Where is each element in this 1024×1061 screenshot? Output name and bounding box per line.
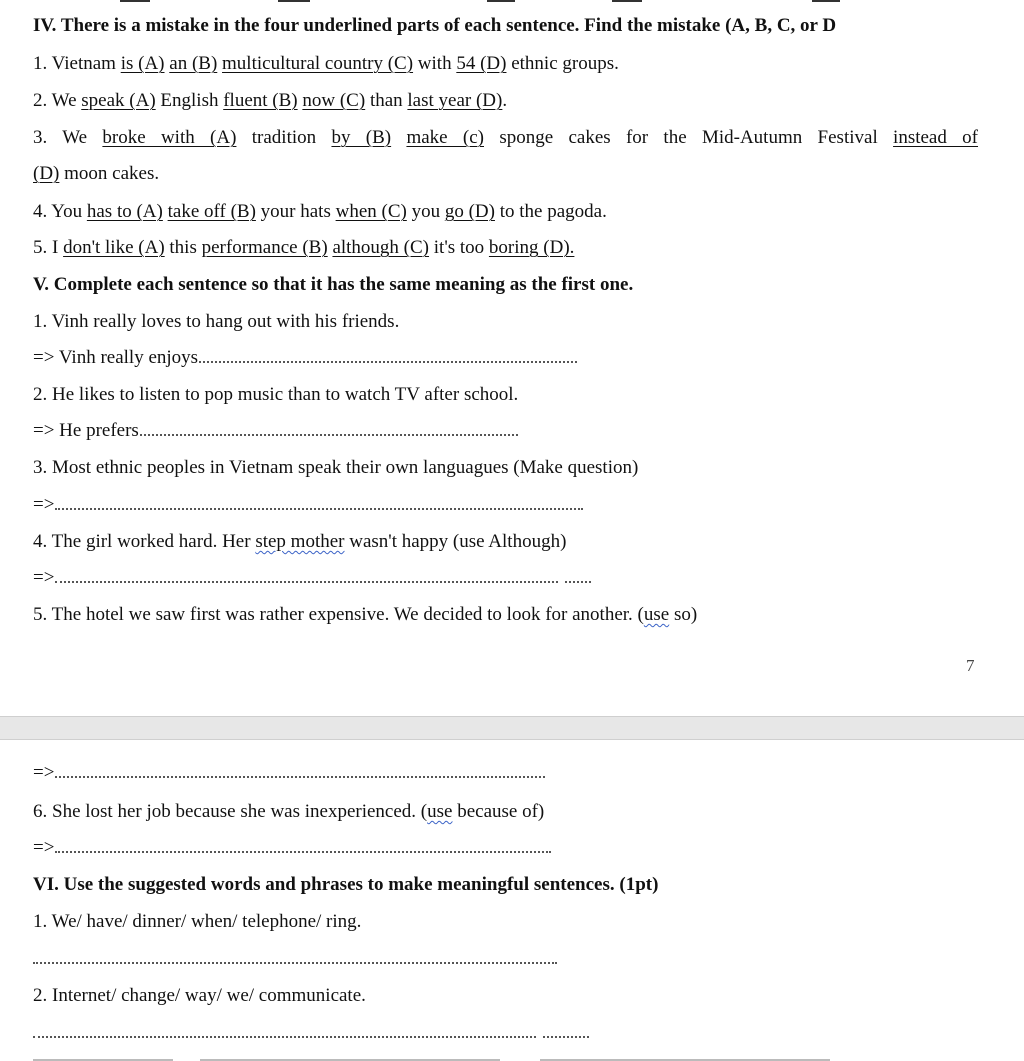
section-6-answer-line-1[interactable] [33, 948, 557, 971]
section-5-heading: V. Complete each sentence so that it has the same meaning as the first one. [33, 274, 634, 295]
section-4-question-3-line-2: (D) moon cakes. [33, 163, 160, 184]
section-6-question-1: 1. We/ have/ dinner/ when/ telephone/ ring. [33, 911, 362, 932]
section-4-question-2: 2. We speak (A) English fluent (B) now (C) than last year (D). [33, 90, 508, 111]
page-break-gap [0, 716, 1024, 740]
section-6-answer-line-2[interactable] [33, 1022, 589, 1045]
section-4-question-1: 1. Vietnam is (A) an (B) multicultural country (C) with 54 (D) ethnic groups. [33, 53, 619, 74]
section-5-answer-line-5[interactable]: => [33, 762, 545, 785]
section-4-question-5: 5. I don't like (A) this performance (B) although (C) it's too boring (D). [33, 237, 575, 258]
document-page-2 [0, 740, 1024, 1061]
section-5-answer-line-4[interactable]: => [33, 567, 591, 590]
section-5-question-6: 6. She lost her job because she was inexperienced. (use because of) [33, 801, 545, 822]
section-5-question-1: 1. Vinh really loves to hang out with his friends. [33, 311, 400, 332]
section-4-heading: IV. There is a mistake in the four underlined parts of each sentence. Find the mistake (A, B, C, or D [33, 15, 837, 36]
section-5-answer-line-3[interactable]: => [33, 494, 583, 517]
section-5-question-3: 3. Most ethnic peoples in Vietnam speak their own languagues (Make question) [33, 457, 639, 478]
cut-off-line-fragments [0, 0, 1024, 2]
section-5-answer-line-6[interactable]: => [33, 837, 551, 860]
section-6-heading: VI. Use the suggested words and phrases to make meaningful sentences. (1pt) [33, 874, 659, 895]
section-5-question-4: 4. The girl worked hard. Her step mother wasn't happy (use Although) [33, 531, 567, 552]
page-number: 7 [966, 656, 975, 675]
section-5-question-5: 5. The hotel we saw first was rather expensive. We decided to look for another. (use so) [33, 604, 698, 625]
section-4-question-3-line-1: 3. We broke with (A) tradition by (B) make (c) sponge cakes for the Mid-Autumn Festival instead of [33, 127, 979, 148]
section-5-answer-line-1[interactable]: => Vinh really enjoys [33, 347, 577, 370]
section-5-question-2: 2. He likes to listen to pop music than to watch TV after school. [33, 384, 519, 405]
section-4-question-4: 4. You has to (A) take off (B) your hats when (C) you go (D) to the pagoda. [33, 201, 607, 222]
section-5-answer-line-2[interactable]: => He prefers [33, 420, 518, 443]
section-6-question-2: 2. Internet/ change/ way/ we/ communicate. [33, 985, 366, 1006]
